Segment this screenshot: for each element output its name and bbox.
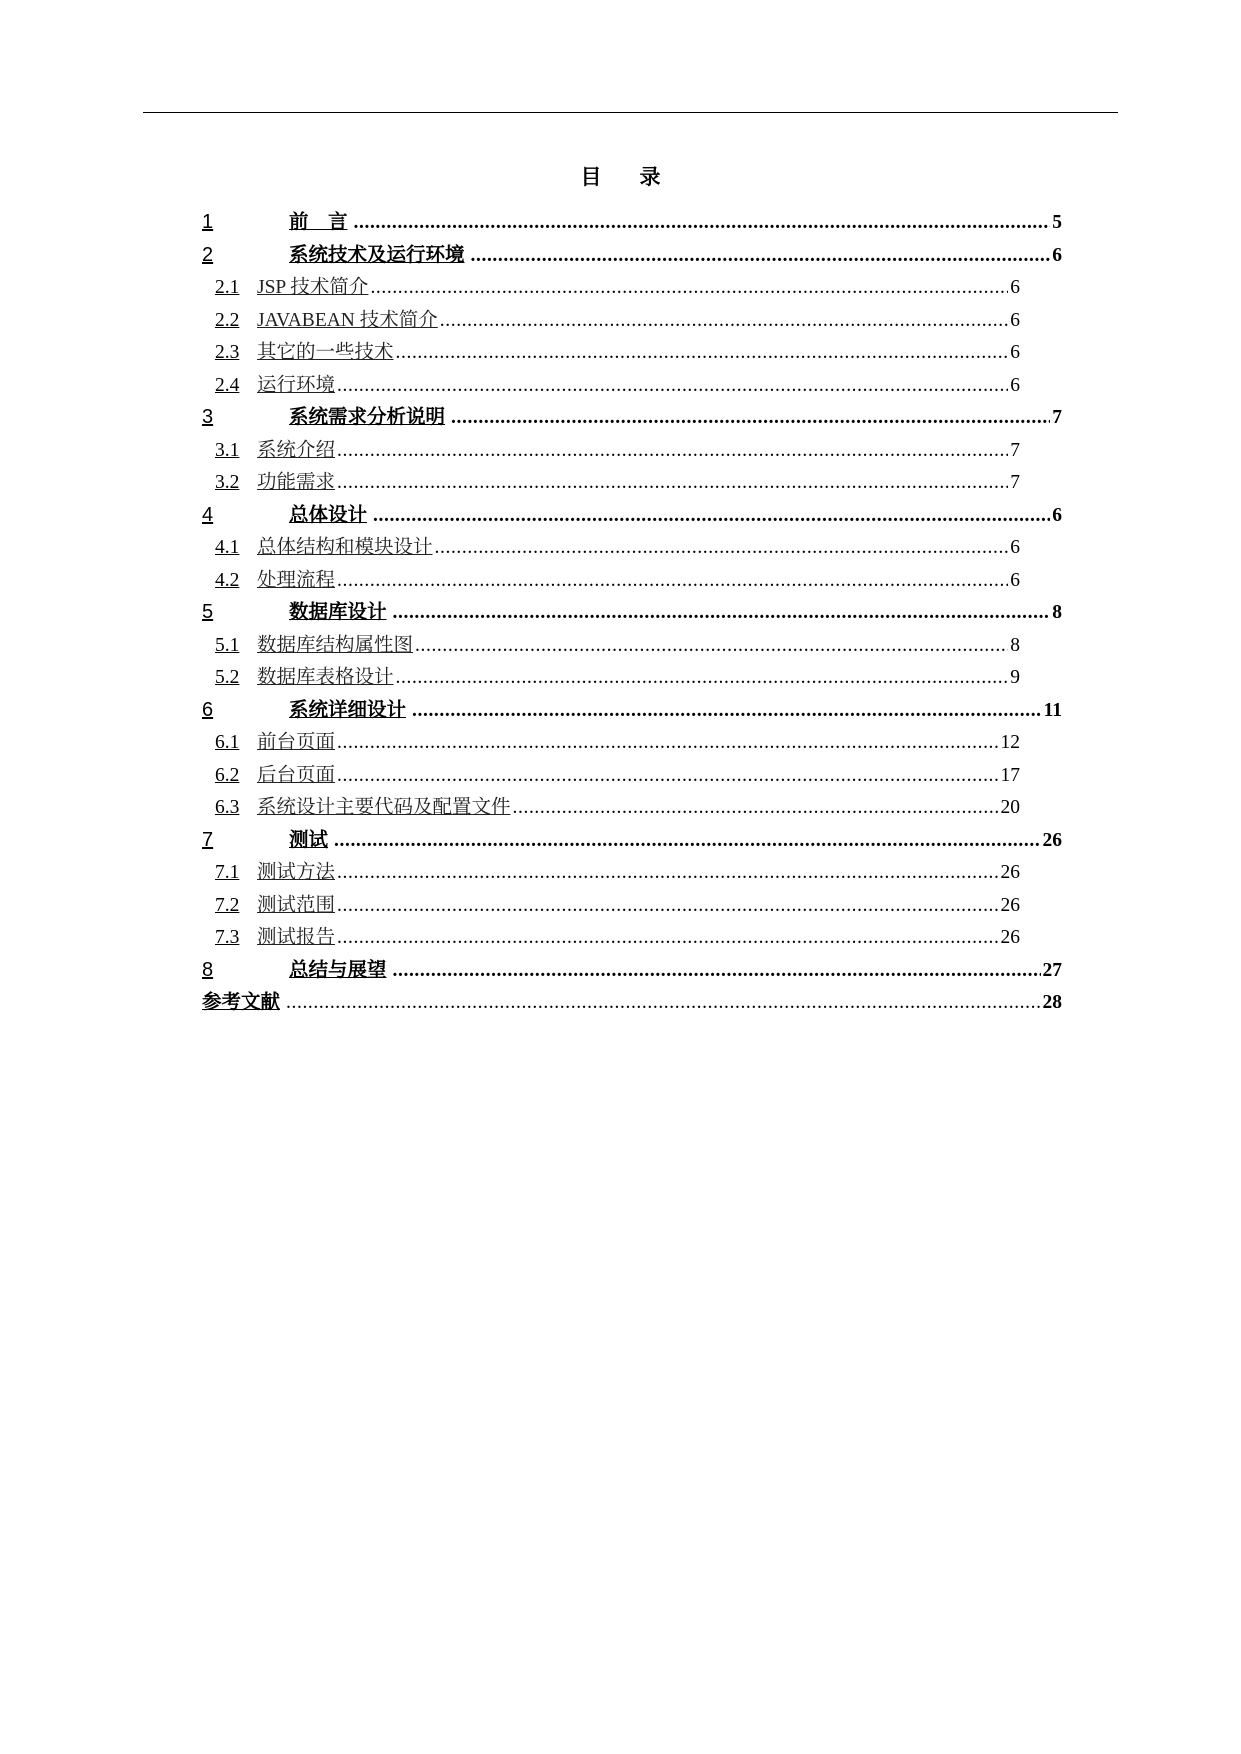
toc-entry-title[interactable]: 其它的一些技术 bbox=[257, 342, 394, 363]
toc-entry-number[interactable]: 5.1 bbox=[215, 634, 240, 656]
toc-leader-dots bbox=[370, 277, 1008, 299]
toc-entry-number[interactable]: 2 bbox=[202, 243, 214, 266]
toc-entry-title[interactable]: 前台页面 bbox=[257, 732, 336, 753]
toc-entry-page: 6 bbox=[1052, 504, 1062, 526]
toc-leader-dots bbox=[337, 375, 1008, 397]
toc-entry[interactable] bbox=[202, 661, 1020, 694]
toc-leader-dots bbox=[286, 992, 1040, 1014]
toc-entry-page: 12 bbox=[1000, 732, 1020, 753]
toc-entry[interactable] bbox=[202, 791, 1020, 824]
toc-entry[interactable] bbox=[202, 304, 1020, 337]
toc-entry-title[interactable]: 参考文献 bbox=[202, 990, 281, 1013]
toc-entry-title[interactable]: 测试 bbox=[289, 827, 329, 851]
toc-list bbox=[202, 206, 1062, 1019]
toc-entry[interactable] bbox=[202, 271, 1020, 304]
toc-entry-title[interactable]: 测试报告 bbox=[257, 927, 336, 948]
toc-entry-number[interactable]: 4 bbox=[202, 503, 214, 526]
toc-leader-dots bbox=[513, 797, 999, 819]
toc-entry-title[interactable]: 系统设计主要代码及配置文件 bbox=[257, 797, 511, 818]
toc-entry-page: 8 bbox=[1010, 634, 1020, 656]
toc-entry-title[interactable]: 后台页面 bbox=[257, 764, 336, 786]
toc-entry-number[interactable]: 5.2 bbox=[215, 667, 240, 688]
toc-entry-page: 6 bbox=[1010, 537, 1020, 558]
toc-entry[interactable] bbox=[202, 759, 1020, 792]
toc-entry-title[interactable]: 功能需求 bbox=[257, 472, 336, 493]
toc-entry-page: 7 bbox=[1010, 439, 1020, 461]
toc-leader-dots bbox=[354, 212, 1051, 234]
toc-leader-dots bbox=[337, 732, 998, 754]
toc-entry[interactable] bbox=[202, 239, 1062, 272]
toc-entry-title[interactable]: 处理流程 bbox=[257, 569, 336, 591]
toc-entry-title[interactable]: 系统需求分析说明 bbox=[289, 405, 446, 428]
toc-leader-dots bbox=[334, 830, 1040, 852]
toc-leader-dots bbox=[393, 602, 1051, 624]
toc-entry[interactable] bbox=[202, 466, 1020, 499]
toc-entry[interactable] bbox=[202, 954, 1062, 987]
toc-entry-title[interactable]: 总结与展望 bbox=[289, 957, 387, 981]
toc-entry[interactable] bbox=[202, 726, 1020, 759]
toc-entry[interactable] bbox=[202, 531, 1020, 564]
toc-entry-title[interactable]: JSP 技术简介 bbox=[257, 277, 369, 298]
toc-entry-number[interactable]: 6 bbox=[202, 698, 214, 721]
toc-entry[interactable] bbox=[202, 596, 1062, 629]
toc-leader-dots bbox=[435, 537, 1009, 559]
toc-leader-dots bbox=[396, 667, 1009, 689]
toc-leader-dots bbox=[451, 407, 1050, 429]
toc-leader-dots bbox=[393, 960, 1041, 982]
toc-leader-dots bbox=[337, 927, 998, 949]
toc-entry-title[interactable]: 系统技术及运行环境 bbox=[289, 242, 465, 266]
toc-entry-title[interactable]: 前 言 bbox=[289, 210, 348, 233]
toc-entry-page: 20 bbox=[1000, 797, 1020, 818]
toc-entry[interactable] bbox=[202, 499, 1062, 532]
header-rule bbox=[143, 112, 1118, 113]
toc-entry-number[interactable]: 1 bbox=[202, 211, 214, 233]
toc-entry-number[interactable]: 3.2 bbox=[215, 472, 240, 493]
toc-entry-page: 26 bbox=[1000, 927, 1020, 948]
toc-entry-number[interactable]: 5 bbox=[202, 601, 214, 623]
toc-entry[interactable] bbox=[202, 889, 1020, 922]
toc-entry[interactable] bbox=[202, 856, 1020, 889]
toc-entry-number[interactable]: 2.3 bbox=[215, 342, 240, 363]
toc-entry[interactable] bbox=[202, 629, 1020, 662]
toc-entry-page: 26 bbox=[1000, 894, 1020, 916]
toc-entry-number[interactable]: 7.2 bbox=[215, 894, 240, 916]
toc-entry-number[interactable]: 7.3 bbox=[215, 927, 240, 948]
toc-entry[interactable] bbox=[202, 369, 1020, 402]
toc-entry-page: 6 bbox=[1010, 342, 1020, 363]
toc-entry-title[interactable]: 测试范围 bbox=[257, 894, 336, 916]
toc-entry-number[interactable]: 8 bbox=[202, 958, 214, 981]
toc-entry-page: 11 bbox=[1043, 699, 1062, 721]
toc-entry-page: 6 bbox=[1010, 277, 1020, 298]
toc-entry[interactable] bbox=[202, 694, 1062, 727]
toc-leader-dots bbox=[373, 505, 1050, 527]
toc-entry-page: 26 bbox=[1000, 862, 1020, 883]
toc-leader-dots bbox=[396, 342, 1009, 364]
toc-entry-number[interactable]: 6.3 bbox=[215, 797, 240, 818]
toc-title: 目录 bbox=[580, 165, 699, 189]
toc-entry-number[interactable]: 7.1 bbox=[215, 862, 240, 883]
toc-entry-number[interactable]: 3 bbox=[202, 406, 214, 428]
toc-entry-title[interactable]: 测试方法 bbox=[257, 862, 336, 883]
toc-entry[interactable] bbox=[202, 336, 1020, 369]
toc-entry-number[interactable]: 2.2 bbox=[215, 309, 240, 331]
toc-entry-page: 6 bbox=[1010, 309, 1020, 331]
toc-leader-dots bbox=[337, 895, 998, 917]
toc-leader-dots bbox=[337, 570, 1008, 592]
toc-entry-title[interactable]: 运行环境 bbox=[257, 374, 336, 396]
toc-leader-dots bbox=[337, 765, 998, 787]
toc-entry-title[interactable]: 数据库结构属性图 bbox=[257, 634, 414, 656]
toc-entry-number[interactable]: 2.1 bbox=[215, 277, 240, 298]
toc-entry-page: 9 bbox=[1010, 667, 1020, 688]
toc-entry[interactable] bbox=[202, 986, 1062, 1019]
toc-entry-page: 6 bbox=[1010, 374, 1020, 396]
toc-leader-dots bbox=[337, 472, 1008, 494]
toc-entry-page: 6 bbox=[1052, 244, 1062, 266]
toc-leader-dots bbox=[337, 440, 1008, 462]
toc-entry-page: 7 bbox=[1052, 407, 1062, 428]
toc-entry[interactable] bbox=[202, 206, 1062, 239]
toc-entry-title[interactable]: JAVABEAN 技术简介 bbox=[257, 309, 438, 331]
toc-entry-page: 6 bbox=[1010, 569, 1020, 591]
toc-entry-page: 8 bbox=[1052, 602, 1062, 623]
toc-entry[interactable] bbox=[202, 564, 1020, 597]
toc-entry-page: 26 bbox=[1042, 829, 1062, 851]
toc-entry-number[interactable]: 6.2 bbox=[215, 764, 240, 786]
toc-entry-number[interactable]: 4.1 bbox=[215, 537, 240, 558]
toc-entry[interactable] bbox=[202, 921, 1020, 954]
toc-entry-page: 27 bbox=[1042, 959, 1062, 981]
toc-entry-number[interactable]: 3.1 bbox=[215, 439, 240, 461]
toc-leader-dots bbox=[412, 700, 1042, 722]
toc-entry-number[interactable]: 6.1 bbox=[215, 732, 240, 753]
toc-leader-dots bbox=[471, 245, 1051, 267]
toc-entry-page: 5 bbox=[1052, 212, 1062, 233]
toc-entry-title[interactable]: 总体结构和模块设计 bbox=[257, 537, 433, 558]
toc-entry-title[interactable]: 数据库设计 bbox=[289, 600, 387, 623]
toc-entry-number[interactable]: 4.2 bbox=[215, 569, 240, 591]
toc-entry-number[interactable]: 2.4 bbox=[215, 374, 240, 396]
toc-entry-title[interactable]: 总体设计 bbox=[289, 502, 368, 526]
toc-leader-dots bbox=[415, 635, 1008, 657]
toc-entry-title[interactable]: 数据库表格设计 bbox=[257, 667, 394, 688]
toc-entry-page: 28 bbox=[1042, 992, 1062, 1013]
toc-entry-page: 7 bbox=[1010, 472, 1020, 493]
toc-leader-dots bbox=[337, 862, 998, 884]
toc-entry-title[interactable]: 系统详细设计 bbox=[289, 697, 407, 721]
toc-entry[interactable] bbox=[202, 434, 1020, 467]
toc-entry-title[interactable]: 系统介绍 bbox=[257, 439, 336, 461]
toc-entry[interactable] bbox=[202, 824, 1062, 857]
toc-entry-page: 17 bbox=[1000, 764, 1020, 786]
toc-leader-dots bbox=[440, 310, 1008, 332]
toc-entry-number[interactable]: 7 bbox=[202, 828, 214, 851]
toc-entry[interactable] bbox=[202, 401, 1062, 434]
